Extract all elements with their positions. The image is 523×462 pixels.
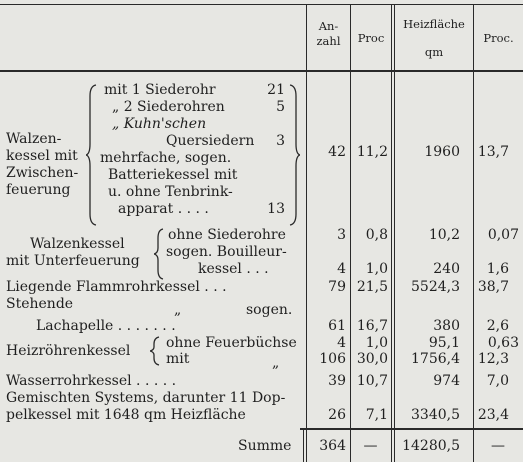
heizrohr-row1-proc2: 0,63 bbox=[487, 335, 519, 351]
heizrohr-sub-1: ohne Feuerbüchse bbox=[166, 335, 297, 351]
stehende-ditto: „ bbox=[174, 302, 182, 318]
heizrohr-row2-proc: 30,0 bbox=[356, 351, 388, 367]
walzen-anzahl: 42 bbox=[328, 144, 346, 160]
walzen-sub-4: Quersiedern bbox=[166, 133, 255, 149]
walzen-heiz: 1960 bbox=[424, 144, 460, 160]
wasserrohr-proc: 10,7 bbox=[356, 373, 388, 389]
heizrohr-brace bbox=[150, 336, 160, 366]
stehende-proc2: 2,6 bbox=[486, 318, 509, 334]
walzen-proc2: 13,7 bbox=[477, 144, 509, 160]
walzen-label-3: Zwischen- bbox=[6, 165, 79, 181]
summe-divider bbox=[303, 428, 304, 462]
header-bottom-rule bbox=[0, 70, 523, 72]
flammrohr-anzahl: 79 bbox=[328, 279, 346, 295]
header-top-rule bbox=[0, 4, 523, 5]
gemischt-heiz: 3340,5 bbox=[411, 407, 460, 423]
walzen-sub-4-num: 3 bbox=[276, 133, 285, 149]
stehende-label-1: Stehende bbox=[6, 296, 74, 312]
summe-heiz: 14280,5 bbox=[402, 438, 460, 454]
unterfeuerung-row1-heiz: 10,2 bbox=[428, 227, 460, 243]
walzen-sub-1-num: 21 bbox=[267, 82, 285, 98]
heizrohr-row2-proc2: 12,3 bbox=[477, 351, 509, 367]
unterfeuerung-sub-2: sogen. Bouilleur- bbox=[166, 244, 287, 260]
unterfeuerung-brace bbox=[154, 228, 164, 280]
unterfeuerung-row1-proc: 0,8 bbox=[365, 227, 388, 243]
flammrohr-proc: 21,5 bbox=[356, 279, 388, 295]
unterfeuerung-row2-heiz: 240 bbox=[433, 261, 460, 277]
gemischt-anzahl: 26 bbox=[328, 407, 346, 423]
heizrohr-row1-anzahl: 4 bbox=[337, 335, 346, 351]
walzen-sub-6: Batteriekessel mit bbox=[108, 167, 238, 183]
stehende-label-2: Lachapelle . . . . . . . bbox=[36, 318, 176, 334]
walzen-sub-7: u. ohne Tenbrink- bbox=[108, 184, 233, 200]
unterfeuerung-row1-anzahl: 3 bbox=[337, 227, 346, 243]
unterfeuerung-label-1: Walzenkessel bbox=[30, 236, 125, 252]
walzen-sub-2: „ 2 Siederohren bbox=[112, 99, 225, 115]
unterfeuerung-row2-proc: 1,0 bbox=[365, 261, 388, 277]
unterfeuerung-row2-proc2: 1,6 bbox=[486, 261, 509, 277]
heizrohr-row1-heiz: 95,1 bbox=[428, 335, 460, 351]
unterfeuerung-sub-3: kessel . . . bbox=[198, 261, 269, 277]
unterfeuerung-row2-anzahl: 4 bbox=[337, 261, 346, 277]
wasserrohr-proc2: 7,0 bbox=[486, 373, 509, 389]
walzen-sub-8-num: 13 bbox=[267, 201, 285, 217]
header-heizflaeche: Heizfläche bbox=[403, 17, 465, 31]
heizrohr-sub-2-ditto: „ bbox=[272, 355, 280, 371]
unterfeuerung-row1-proc2: 0,07 bbox=[487, 227, 519, 243]
walzen-sub-2-num: 5 bbox=[276, 99, 285, 115]
header-anzahl-2: zahl bbox=[316, 34, 341, 48]
heizrohr-row2-anzahl: 106 bbox=[319, 351, 346, 367]
walzen-sub-1: mit 1 Siederohr bbox=[104, 82, 216, 98]
wasserrohr-anzahl: 39 bbox=[328, 373, 346, 389]
summe-proc: — bbox=[363, 438, 378, 454]
heizrohr-row1-proc: 1,0 bbox=[365, 335, 388, 351]
walzen-left-brace bbox=[86, 84, 98, 226]
gemischt-label-1: Gemischten Systems, darunter 11 Dop- bbox=[6, 390, 286, 406]
header-heizflaeche-unit: qm bbox=[424, 45, 444, 59]
summe-label: Summe bbox=[238, 438, 292, 454]
stehende-sogen: sogen. bbox=[246, 302, 293, 318]
flammrohr-proc2: 38,7 bbox=[477, 279, 509, 295]
walzen-label-1: Walzen- bbox=[6, 131, 62, 147]
unterfeuerung-label-2: mit Unterfeuerung bbox=[6, 253, 140, 269]
stehende-anzahl: 61 bbox=[328, 318, 346, 334]
gemischt-proc: 7,1 bbox=[365, 407, 388, 423]
flammrohr-label: Liegende Flammrohrkessel . . . bbox=[6, 279, 227, 295]
walzen-label-4: feuerung bbox=[6, 182, 71, 198]
header-anzahl-1: An- bbox=[318, 19, 339, 33]
heizrohr-sub-2: mit bbox=[166, 351, 190, 367]
wasserrohr-label: Wasserrohrkessel . . . . . bbox=[6, 373, 177, 389]
gemischt-proc2: 23,4 bbox=[477, 407, 509, 423]
unterfeuerung-sub-1: ohne Siederohre bbox=[168, 227, 286, 243]
summe-proc2: — bbox=[491, 438, 505, 454]
summe-top-rule bbox=[300, 428, 523, 430]
gemischt-label-2: pelkessel mit 1648 qm Heizfläche bbox=[6, 407, 246, 423]
walzen-sub-3: „ Kuhn'schen bbox=[112, 116, 207, 132]
header-proc2: Proc. bbox=[483, 31, 514, 45]
walzen-right-brace bbox=[288, 84, 300, 226]
flammrohr-heiz: 5524,3 bbox=[411, 279, 460, 295]
walzen-sub-5: mehrfache, sogen. bbox=[100, 150, 232, 166]
walzen-sub-8: apparat . . . . bbox=[118, 201, 209, 217]
heizrohr-row2-heiz: 1756,4 bbox=[411, 351, 460, 367]
stehende-proc: 16,7 bbox=[356, 318, 388, 334]
heizrohr-label: Heizröhrenkessel bbox=[6, 343, 131, 359]
summe-anzahl: 364 bbox=[319, 438, 346, 454]
wasserrohr-heiz: 974 bbox=[433, 373, 460, 389]
col-divider-heiz-a bbox=[391, 4, 392, 462]
stehende-heiz: 380 bbox=[433, 318, 460, 334]
walzen-label-2: kessel mit bbox=[6, 148, 78, 164]
header-proc: Proc bbox=[357, 31, 385, 45]
walzen-proc: 11,2 bbox=[356, 144, 388, 160]
